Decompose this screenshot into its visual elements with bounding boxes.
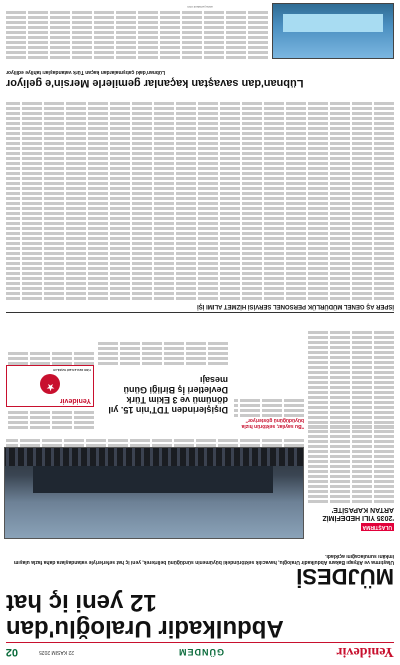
lower-headline: Lübnan'dan savaştan kaçanlar gemilerle Mersin'e geliyor xyxy=(6,77,304,89)
event-photo xyxy=(4,447,304,539)
headline-line-1: Abdulkadir Uraloğlu'dan xyxy=(6,615,284,642)
tdt-body xyxy=(98,335,228,365)
tdt-box xyxy=(6,365,94,407)
main-headline xyxy=(6,589,394,641)
tender-announcement xyxy=(6,92,394,313)
page-footer: www.yenidevir.com xyxy=(187,5,213,9)
page-number: 02 xyxy=(5,646,18,658)
box-logo: Yenidevir xyxy=(59,397,91,404)
masthead-logo: Yenidevir xyxy=(336,644,394,659)
pull-quote-text: "Bu sayılar, sektörün hızla büyüdüğünü gösteriyor" xyxy=(241,417,304,429)
box-title: TÜRK DEVLETLERİ TEŞKİLATI xyxy=(53,368,91,371)
headline-line-2: 12 yeni iç hat xyxy=(6,589,157,616)
announcement-title: İSPER AŞ GENEL MÜDÜRLÜK PERSONEL SERVİSİ HİZMET ALIMI İŞİ xyxy=(197,303,394,309)
left-kicker: ULAŞTIRMA xyxy=(362,524,392,530)
photo-caption xyxy=(6,433,304,447)
left-column-top xyxy=(308,423,394,539)
left-column-lower xyxy=(308,329,394,429)
left-headline: '2035 YILI HEDEFİMİZ ARTAN KAPASİTE' xyxy=(322,506,394,521)
ship-photo xyxy=(272,3,394,59)
headline-spot: Ulaştırma ve Altyapı Bakanı Abdulkadir Uraloğlu, havacılık sektöründeki büyümenin sürdüğünü belirterek, yeni iç hat seferleriyle vatandaşlara daha fazla ulaşım imkânı sunulacağını açıkladı. xyxy=(13,553,394,565)
right-column xyxy=(6,350,94,429)
flag-emblem-icon xyxy=(40,374,60,394)
lower-feature xyxy=(6,5,394,89)
tdt-headline: Dışişlerinden TDT'nin 15. yıl dönümü ve 3 Ekim Türk Devletleri İş Birliği Günü mesajı xyxy=(108,375,228,415)
issue-date: 22 KASIM 2025 xyxy=(38,649,74,655)
lower-subhead: Lübnan'daki çatışmalardan kaçan Türk vatandaşları tahliye ediliyor xyxy=(6,69,166,75)
headline-line-3: MÜJDESİ xyxy=(296,564,394,589)
pull-quote xyxy=(234,369,304,429)
section-label: GÜNDEM xyxy=(178,647,224,657)
masthead xyxy=(6,642,394,659)
lower-body xyxy=(6,9,268,59)
